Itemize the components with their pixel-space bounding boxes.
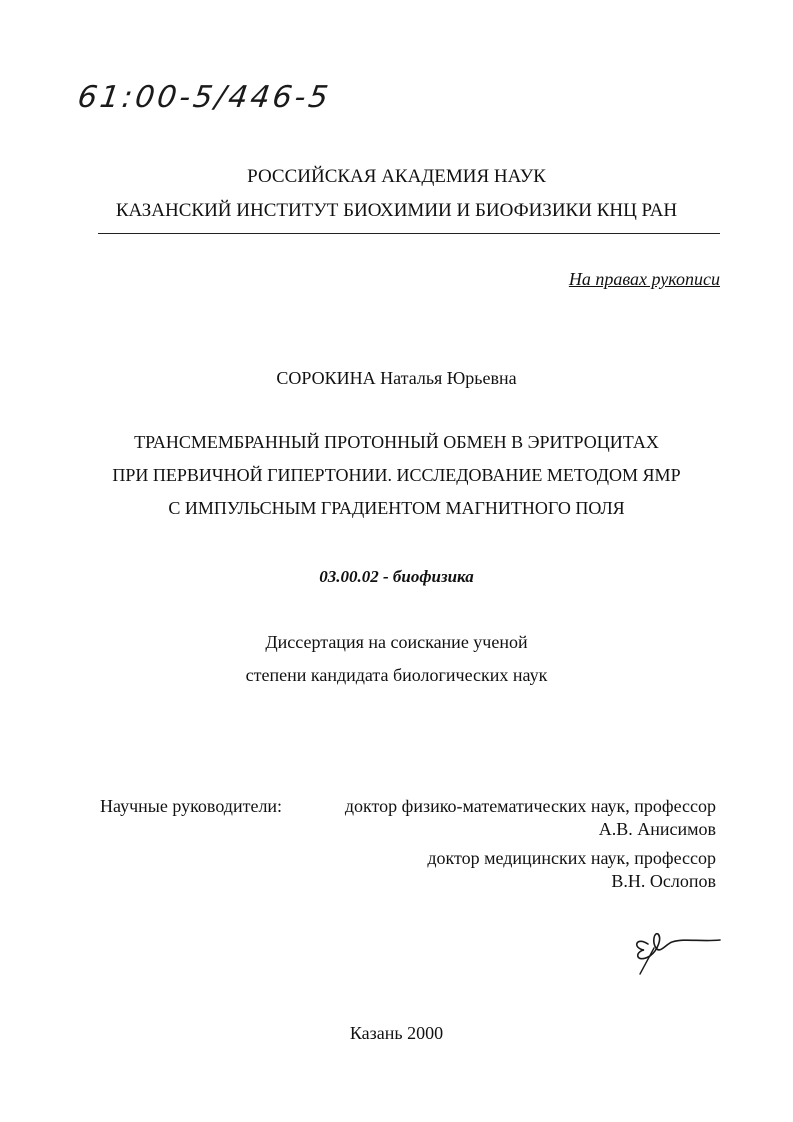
title-line-2: ПРИ ПЕРВИЧНОЙ ГИПЕРТОНИИ. ИССЛЕДОВАНИЕ МЕТОДОМ ЯМР: [112, 465, 681, 485]
signature: [628, 918, 723, 983]
academy-name: РОССИЙСКАЯ АКАДЕМИЯ НАУК: [247, 166, 546, 187]
header-divider: [98, 233, 720, 234]
dissertation-line-1: Диссертация на соискание ученой: [265, 632, 528, 652]
author-name: СОРОКИНА Наталья Юрьевна: [276, 368, 517, 388]
institute-name: КАЗАНСКИЙ ИНСТИТУТ БИОХИМИИ И БИОФИЗИКИ КНЦ РАН: [115, 200, 678, 221]
title-line-1: ТРАНСМЕМБРАННЫЙ ПРОТОННЫЙ ОБМЕН В ЭРИТРОЦИТАХ: [134, 432, 659, 452]
place-year: Казань 2000: [349, 1023, 444, 1043]
dissertation-line-2: степени кандидата биологических наук: [245, 665, 548, 685]
specialty-code: 03.00.02 - биофизика: [319, 567, 474, 586]
manuscript-note: На правах рукописи: [568, 269, 720, 289]
archive-code-handwritten: 61:00-5/446-5: [75, 80, 334, 115]
supervisor-1-degree: доктор физико-математических наук, профессор: [344, 796, 716, 816]
supervisor-1-name: А.В. Анисимов: [598, 819, 716, 839]
supervisor-2-name: В.Н. Ослопов: [611, 871, 716, 891]
title-line-3: С ИМПУЛЬСНЫМ ГРАДИЕНТОМ МАГНИТНОГО ПОЛЯ: [168, 498, 625, 518]
supervisors-label: Научные руководители:: [100, 796, 283, 816]
supervisor-2-degree: доктор медицинских наук, профессор: [427, 848, 716, 868]
